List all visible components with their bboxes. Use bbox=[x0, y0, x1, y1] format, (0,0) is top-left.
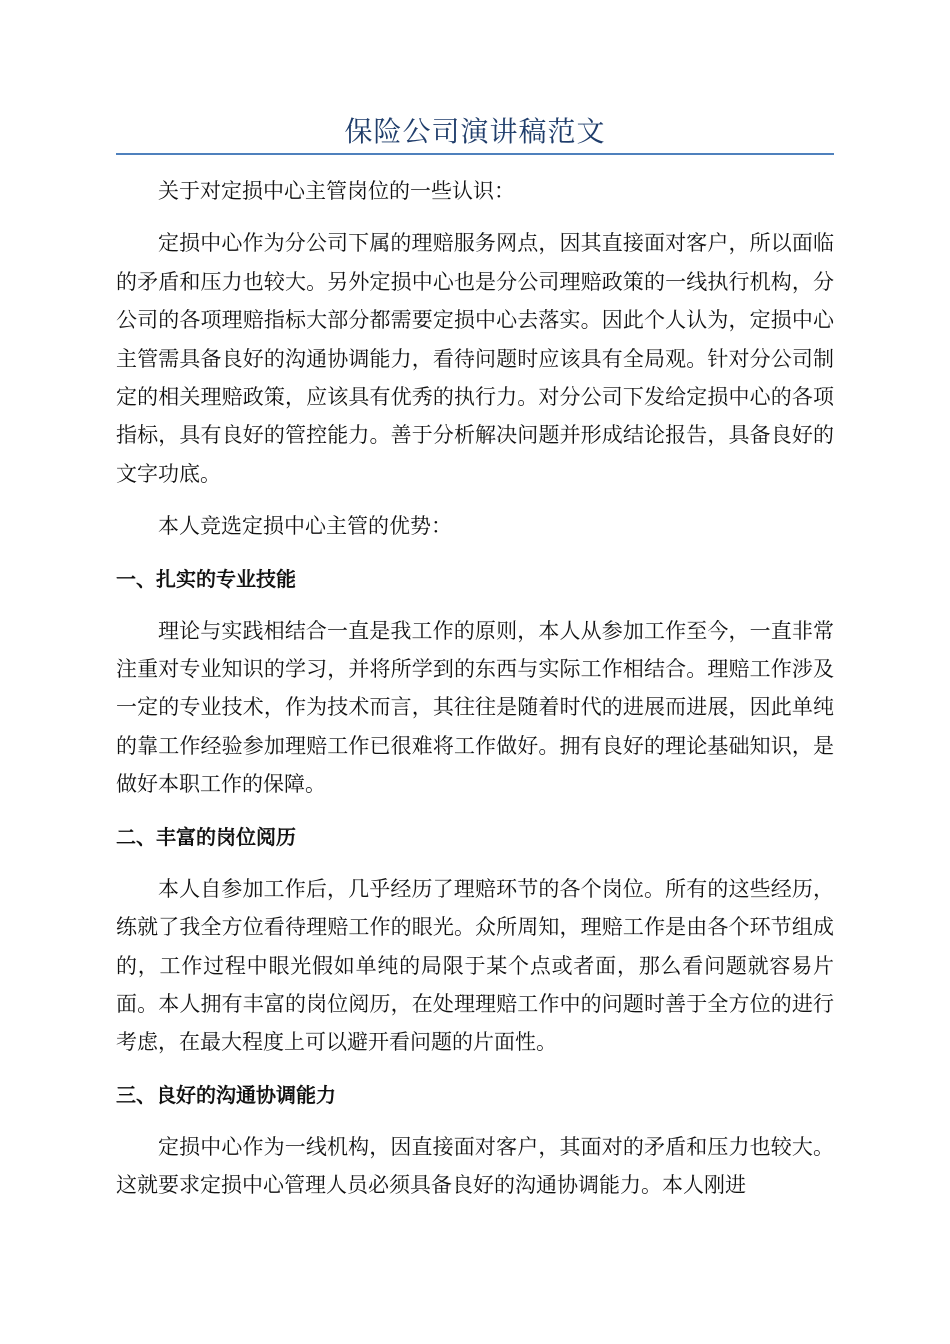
section-body-professional-skills: 理论与实践相结合一直是我工作的原则，本人从参加工作至今，一直非常注重对专业知识的学习，并将所学到的东西与实际工作相结合。理赔工作涉及一定的专业技术，作为技术而言，其往往是随着时代的进展而进展，因此单纯的靠工作经验参加理赔工作已很难将工作做好。拥有良好的理论基础知识，是做好本职工作的保障。 bbox=[116, 618, 834, 797]
document-title: 保险公司演讲稿范文 bbox=[344, 115, 606, 148]
paragraph-role-overview: 定损中心作为分公司下属的理赔服务网点，因其直接面对客户，所以面临的矛盾和压力也较大。另外定损中心也是分公司理赔政策的一线执行机构，分公司的各项理赔指标大部分都需要定损中心去落实。因此个人认为，定损中心主管需具备良好的沟通协调能力，看待问题时应该具有全局观。针对分公司制定的相关理赔政策，应该具有优秀的执行力。对分公司下发给定损中心的各项指标，具有良好的管控能力。善于分析解决问题并形成结论报告，具备良好的文字功底。 bbox=[116, 231, 834, 486]
section-heading-professional-skills: 一、扎实的专业技能 bbox=[116, 566, 296, 591]
section-heading-communication: 三、良好的沟通协调能力 bbox=[116, 1082, 336, 1107]
advantages-line: 本人竞选定损中心主管的优势： bbox=[158, 514, 452, 539]
title-underline bbox=[116, 153, 834, 155]
section-body-communication: 定损中心作为一线机构，因直接面对客户，其面对的矛盾和压力也较大。这就要求定损中心管理人员必须具备良好的沟通协调能力。本人刚进 bbox=[116, 1134, 834, 1198]
section-heading-position-experience: 二、丰富的岗位阅历 bbox=[116, 824, 296, 849]
section-body-position-experience: 本人自参加工作后，几乎经历了理赔环节的各个岗位。所有的这些经历，练就了我全方位看待理赔工作的眼光。众所周知，理赔工作是由各个环节组成的，工作过程中眼光假如单纯的局限于某个点或者面，那么看问题就容易片面。本人拥有丰富的岗位阅历，在处理理赔工作中的问题时善于全方位的进行考虑，在最大程度上可以避开看问题的片面性。 bbox=[116, 876, 834, 1055]
document-page bbox=[116, 0, 834, 1344]
intro-line: 关于对定损中心主管岗位的一些认识： bbox=[158, 179, 515, 203]
document-body bbox=[116, 172, 834, 1205]
